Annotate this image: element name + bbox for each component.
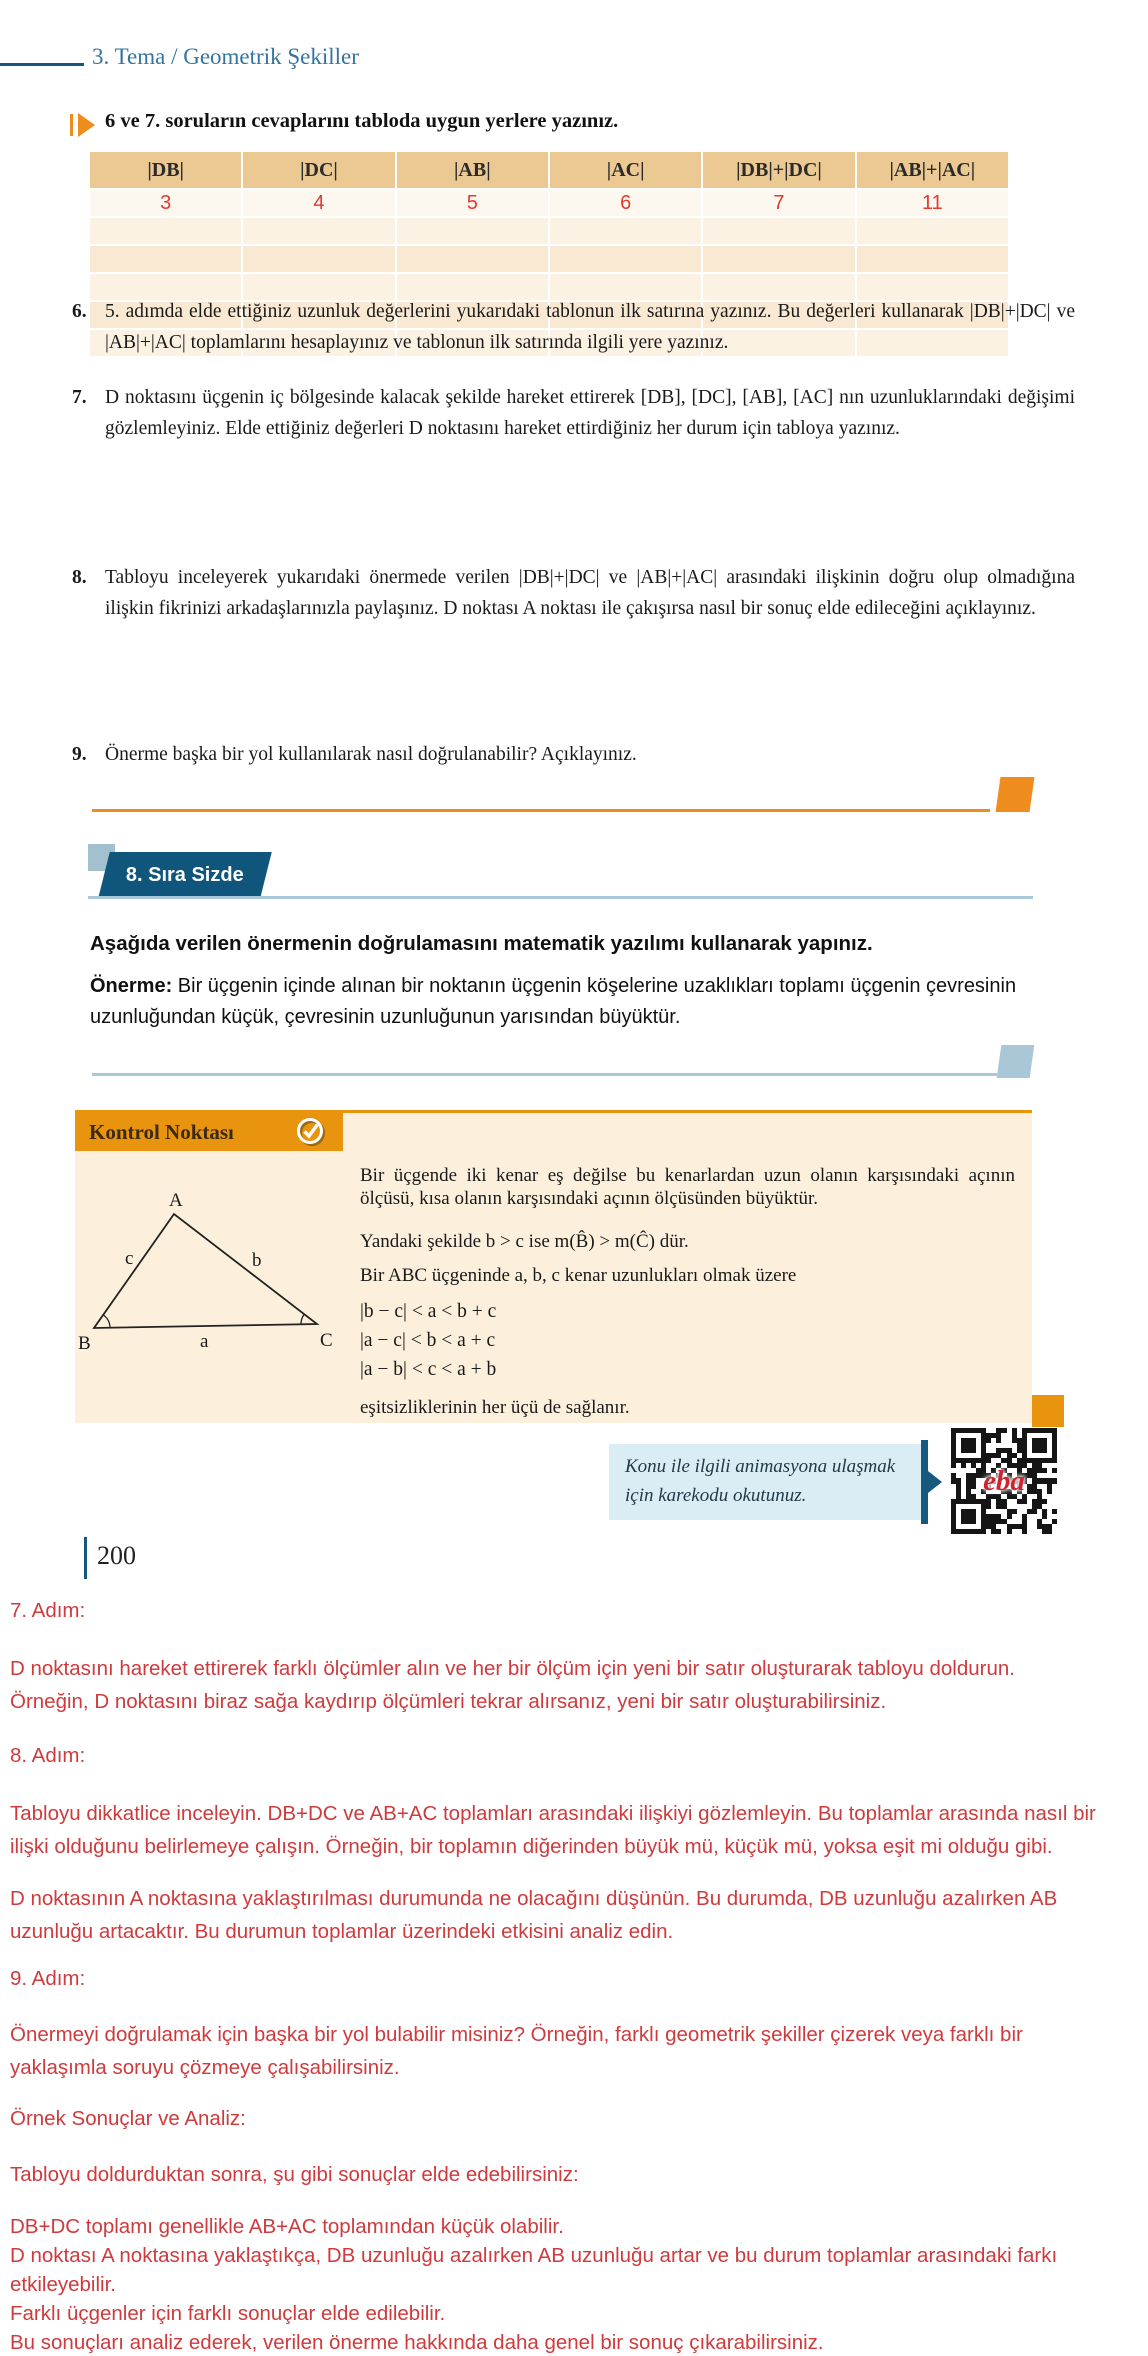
answer-line: D noktasını hareket ettirerek farklı ölçümler alın ve her bir ölçüm için yeni bir satır oluşturarak tabloyu doldurun. <box>10 1657 1015 1680</box>
checkmark-circle-icon <box>295 1116 327 1148</box>
answer-line: Tabloyu dikkatlice inceleyin. DB+DC ve AB+AC toplamları arasındaki ilişkiyi gözlemleyin. Bu toplamlar arasında nasıl bir <box>10 1802 1096 1825</box>
side-label-b: b <box>252 1250 262 1271</box>
step7-paragraph <box>10 1652 1140 1718</box>
question-6 <box>72 296 1075 358</box>
sira-sizde-instruction: Aşağıda verilen önermenin doğrulamasını matematik yazılımı kullanarak yapınız. <box>90 932 873 955</box>
question-text: 5. adımda elde ettiğiniz uzunluk değerlerini yukarıdaki tablonun ilk satırına yazınız. Bu değerleri kullanarak |DB|+|DC| ve |AB|+|AC| toplamlarını hesaplayınız ve tablonun ilk satırında ilgili yere yazınız. <box>105 301 1075 353</box>
directive-marker-bar <box>70 114 73 136</box>
vertex-label-a: A <box>169 1191 183 1211</box>
table-empty-cell <box>397 218 548 244</box>
kontrol-noktasi-title: Kontrol Noktası <box>89 1119 234 1144</box>
kontrol-text-column <box>360 1164 1015 1419</box>
sira-sizde-badge-label: 8. Sıra Sizde <box>126 863 244 886</box>
onerme-text: Bir üçgenin içinde alınan bir noktanın üçgenin köşelerine uzaklıkları toplamı üçgenin çevresinin uzunluğundan küçük, çevresinin uzunluğunun yarısından büyüktür. <box>90 975 1017 1028</box>
results-title: Örnek Sonuçlar ve Analiz: <box>10 2107 246 2130</box>
table-empty-cell <box>703 218 854 244</box>
step8-paragraph-1 <box>10 1797 1140 1863</box>
table-value-cell: 7 <box>703 190 854 216</box>
results-list <box>10 2212 1140 2356</box>
answer-line: D noktası A noktasına yaklaştıkça, DB uzunluğu azalırken AB uzunluğu artar ve bu durum toplamlar arasındaki farkı <box>10 2244 1058 2267</box>
side-label-c: c <box>125 1248 134 1269</box>
step8-paragraph-2 <box>10 1882 1140 1948</box>
table-empty-cell <box>90 246 241 272</box>
qr-callout-bar <box>921 1440 928 1524</box>
table-header-cell: |DB| <box>90 152 241 188</box>
table-value-cell: 11 <box>857 190 1008 216</box>
step9-title: 9. Adım: <box>10 1967 86 1990</box>
kontrol-paragraph-1: Bir üçgende iki kenar eş değilse bu kenarlardan uzun olanın karşısındaki açının ölçüsü, kısa olanın karşısındaki açının ölçüsünden büyüktür. <box>360 1165 1015 1209</box>
kontrol-noktasi-box <box>75 1110 1032 1423</box>
header-rule <box>0 63 84 66</box>
question-8 <box>72 562 1075 624</box>
table-empty-cell <box>243 246 394 272</box>
page-number-bar <box>84 1537 87 1579</box>
blue-divider-tab <box>997 1045 1035 1078</box>
answer-line: DB+DC toplamı genellikle AB+AC toplamından küçük olabilir. <box>10 2215 564 2238</box>
step8-title: 8. Adım: <box>10 1744 86 1767</box>
table-empty-cell <box>857 218 1008 244</box>
arrow-right-icon <box>928 1471 942 1493</box>
qr-callout-line: Konu ile ilgili animasyona ulaşmak <box>625 1456 896 1477</box>
kontrol-paragraph-2: Yandaki şekilde b > c ise m(B̂) > m(Ĉ) dür. <box>360 1231 689 1252</box>
page-title: 3. Tema / Geometrik Şekiller <box>92 44 359 69</box>
qr-logo: eba <box>983 1464 1025 1497</box>
qr-callout-text <box>625 1452 895 1510</box>
orange-corner-square <box>1032 1395 1064 1427</box>
qr-callout-box <box>609 1444 921 1520</box>
qr-callout-line: için karekodu okutunuz. <box>625 1485 807 1506</box>
results-intro: Tabloyu doldurduktan sonra, şu gibi sonuçlar elde edebilirsiniz: <box>10 2163 579 2186</box>
table-empty-cell <box>397 246 548 272</box>
step7-title: 7. Adım: <box>10 1599 86 1622</box>
orange-divider <box>92 809 990 812</box>
table-header-cell: |AB|+|AC| <box>857 152 1008 188</box>
table-empty-cell <box>550 218 701 244</box>
table-value-cell: 3 <box>90 190 241 216</box>
answer-line: ilişki olduğunu belirlemeye çalışın. Örneğin, bir toplamın diğerinden büyük mü, küçük mü, yoksa eşit mi olduğu gibi. <box>10 1835 1053 1858</box>
onerme-label: Önerme: <box>90 975 173 997</box>
side-label-a: a <box>200 1331 209 1352</box>
answer-line: Farklı üçgenler için farklı sonuçlar elde edilebilir. <box>10 2302 446 2325</box>
directive-text: 6 ve 7. soruların cevaplarını tabloda uygun yerlere yazınız. <box>105 110 619 132</box>
table-empty-cell <box>703 246 854 272</box>
question-9 <box>72 739 1075 770</box>
play-arrow-icon <box>78 113 95 137</box>
table-empty-cell <box>857 246 1008 272</box>
answer-line: uzunluğu artacaktır. Bu durumun toplamlar üzerindeki etkisini analiz edin. <box>10 1920 674 1943</box>
answer-line: etkileyebilir. <box>10 2273 116 2296</box>
vertex-label-c: C <box>320 1330 333 1351</box>
table-value-cell: 4 <box>243 190 394 216</box>
kontrol-paragraph-4: eşitsizliklerinin her üçü de sağlanır. <box>360 1397 630 1418</box>
question-text: D noktasını üçgenin iç bölgesinde kalacak şekilde hareket ettirerek [DB], [DC], [AB], [AC] nın uzunluklarındaki değişimi gözlemleyiniz. Elde ettiğiniz değerleri D noktasını hareket ettirdiğiniz her durum için tabloya yazınız. <box>105 387 1075 439</box>
question-text: Tabloyu inceleyerek yukarıdaki önermede verilen |DB|+|DC| ve |AB|+|AC| arasındaki ilişkinin doğru olup olmadığına ilişkin fikrinizi arkadaşlarınızla paylaşınız. D noktası A noktası ile çakışırsa nasıl bir sonuç elde edileceğini açıklayınız. <box>105 567 1075 619</box>
page-number: 200 <box>97 1541 136 1570</box>
answer-line: yaklaşımla soruyu çözmeye çalışabilirsiniz. <box>10 2056 400 2079</box>
table-value-cell: 5 <box>397 190 548 216</box>
triangle-diagram <box>70 1191 350 1366</box>
table-empty-cell <box>243 218 394 244</box>
question-text: Önerme başka bir yol kullanılarak nasıl doğrulanabilir? Açıklayınız. <box>105 744 637 765</box>
step9-paragraph <box>10 2018 1140 2084</box>
inequality-line: |b − c| < a < b + c <box>360 1301 497 1322</box>
sira-sizde-badge <box>98 852 271 898</box>
table-header-cell: |DB|+|DC| <box>703 152 854 188</box>
blue-divider-bottom <box>92 1073 997 1076</box>
answer-line: Bu sonuçları analiz ederek, verilen önerme hakkında daha genel bir sonuç çıkarabilirsiniz. <box>10 2331 824 2354</box>
table-header-cell: |AC| <box>550 152 701 188</box>
inequality-line: |a − c| < b < a + c <box>360 1330 496 1351</box>
table-header-cell: |DC| <box>243 152 394 188</box>
question-number: 8. <box>72 567 87 588</box>
table-header-cell: |AB| <box>397 152 548 188</box>
answer-line: Önermeyi doğrulamak için başka bir yol bulabilir misiniz? Örneğin, farklı geometrik şekiller çizerek veya farklı bir <box>10 2023 1023 2046</box>
answer-line: Örneğin, D noktasını biraz sağa kaydırıp ölçümleri tekrar alırsanız, yeni bir satır oluşturabilirsiniz. <box>10 1690 887 1713</box>
onerme-paragraph <box>90 971 1055 1033</box>
table-empty-cell <box>90 218 241 244</box>
blue-divider-top <box>88 896 1033 899</box>
answer-line: D noktasının A noktasına yaklaştırılması durumunda ne olacağını düşünün. Bu durumda, DB uzunluğu azalırken AB <box>10 1887 1058 1910</box>
orange-divider-tab <box>996 777 1035 812</box>
table-value-cell: 6 <box>550 190 701 216</box>
question-7 <box>72 382 1075 444</box>
kontrol-paragraph-3: Bir ABC üçgeninde a, b, c kenar uzunlukları olmak üzere <box>360 1265 797 1286</box>
question-number: 9. <box>72 744 87 765</box>
vertex-label-b: B <box>78 1333 91 1354</box>
inequalities-list <box>360 1297 1015 1384</box>
inequality-line: |a − b| < c < a + b <box>360 1359 497 1380</box>
table-empty-cell <box>550 246 701 272</box>
question-number: 6. <box>72 301 87 322</box>
question-number: 7. <box>72 387 87 408</box>
